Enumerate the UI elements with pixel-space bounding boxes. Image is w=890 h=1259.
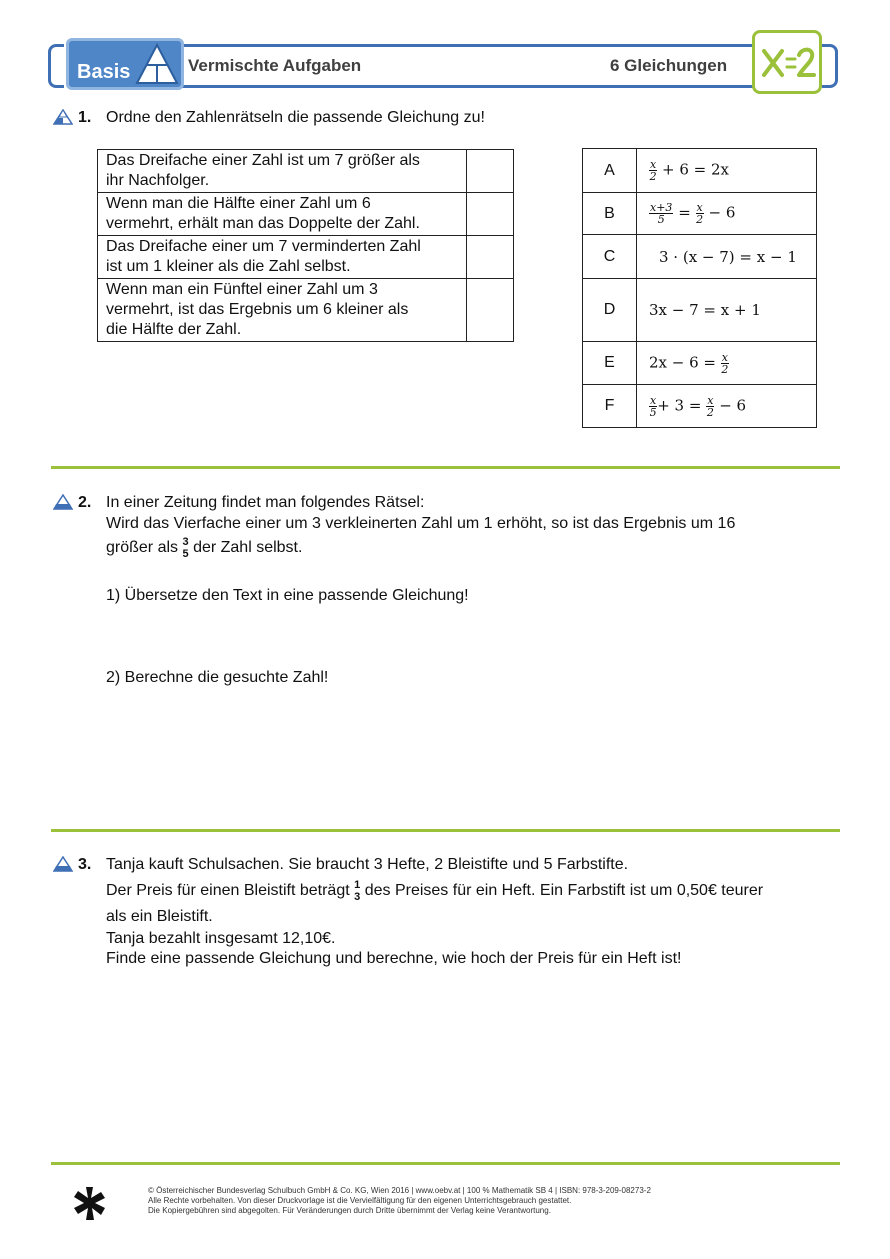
- equation-b: $\frac{x+3}{5}$ = $\frac{x}{2}$ − 6: [637, 193, 817, 235]
- equation-d: 3x − 7 = x + 1: [637, 279, 817, 342]
- task-3-line: Finde eine passende Gleichung und berechne, wie hoch der Preis für ein Heft ist!: [106, 950, 682, 967]
- task-2-line: Wird das Vierfache einer um 3 verkleinerten Zahl um 1 erhöht, so ist das Ergebnis um 16: [106, 515, 736, 532]
- equation-label: E: [583, 342, 637, 385]
- task-2-subtask-2: 2) Berechne die gesuchte Zahl!: [106, 669, 329, 686]
- pyramid-level-icon: [53, 494, 73, 510]
- footer-copyright: © Österreichischer Bundesverlag Schulbuch GmbH & Co. KG, Wien 2016 | www.oebv.at | 100 % Mathematik SB 4 | ISBN: 978-3-209-08273-2 Alle Rechte vorbehalten. Von dieser Druckvorlage ist die Vervielfältigung für den eigenen Unterrichtsgebrauch gestattet. Die Kopiergebühren sind abgegolten. Für Veränderungen durch Dritte übernimmt der Verlag keine Verantwortung.: [148, 1186, 651, 1215]
- section-divider: [51, 829, 840, 832]
- equation-c: 3 · (x − 7) = x − 1: [637, 235, 817, 279]
- task-1-number: 1.: [78, 109, 92, 126]
- equation-label: D: [583, 279, 637, 342]
- footer-divider: [51, 1162, 840, 1165]
- header-rule-top: [180, 44, 760, 47]
- fraction-3-5: 3 5: [182, 535, 189, 560]
- equation-label: F: [583, 385, 637, 428]
- chapter-title: 6 Gleichungen: [610, 56, 728, 75]
- equation-label: A: [583, 149, 637, 193]
- header-bracket-right: [822, 44, 838, 88]
- riddle-row: [98, 193, 514, 236]
- equations-table: [582, 148, 817, 428]
- answer-cell[interactable]: [467, 279, 514, 342]
- riddle-text: Wenn man die Hälfte einer Zahl um 6 vermehrt, erhält man das Doppelte der Zahl.: [98, 193, 467, 236]
- equation-f: $\frac{x}{5}$ + 3 = $\frac{x}{2}$ − 6: [637, 385, 817, 428]
- answer-cell[interactable]: [467, 236, 514, 279]
- publisher-logo-icon: [72, 1184, 110, 1222]
- x-equals-2-logo: [752, 30, 822, 94]
- pyramid-icon: [135, 43, 179, 85]
- answer-cell[interactable]: [467, 193, 514, 236]
- task-2-subtask-1: 1) Übersetze den Text in eine passende Gleichung!: [106, 587, 469, 604]
- equation-row-a: [583, 149, 817, 193]
- task-1-prompt: Ordne den Zahlenrätseln die passende Gleichung zu!: [106, 109, 485, 126]
- equation-row-d: [583, 279, 817, 342]
- level-badge: [66, 38, 184, 90]
- section-divider: [51, 466, 840, 469]
- equation-e: 2x − 6 = $\frac{x}{2}$: [637, 342, 817, 385]
- equation-row-e: [583, 342, 817, 385]
- task-3-line: Tanja kauft Schulsachen. Sie braucht 3 Hefte, 2 Bleistifte und 5 Farbstifte.: [106, 856, 629, 873]
- worksheet-title: Vermischte Aufgaben: [188, 56, 362, 75]
- riddle-text: Wenn man ein Fünftel einer Zahl um 3 vermehrt, ist das Ergebnis um 6 kleiner als die Hälfte der Zahl.: [98, 279, 467, 342]
- x-equals-2-icon: [758, 39, 818, 87]
- pyramid-level-icon: [53, 109, 73, 125]
- answer-cell[interactable]: [467, 150, 514, 193]
- task-3-line: Der Preis für einen Bleistift beträgt 1 3 des Preises für ein Heft. Ein Farbstift ist um 0,50€ teurer: [106, 878, 764, 903]
- riddle-text: Das Dreifache einer um 7 verminderten Zahl ist um 1 kleiner als die Zahl selbst.: [98, 236, 467, 279]
- equation-row-c: [583, 235, 817, 279]
- riddle-row: [98, 236, 514, 279]
- equation-row-f: [583, 385, 817, 428]
- task-2-line: größer als 3 5 der Zahl selbst.: [106, 535, 303, 560]
- equation-a: $\frac{x}{2}$ + 6 = 2x: [637, 149, 817, 193]
- equation-row-b: [583, 193, 817, 235]
- riddle-row: [98, 279, 514, 342]
- task-3-line: Tanja bezahlt insgesamt 12,10€.: [106, 930, 336, 947]
- fraction-1-3: 1 3: [354, 878, 361, 903]
- header-rule-bottom: [180, 85, 760, 88]
- riddle-row: [98, 150, 514, 193]
- task-2-number: 2.: [78, 494, 92, 511]
- equation-label: C: [583, 235, 637, 279]
- task-3-line: als ein Bleistift.: [106, 908, 213, 925]
- riddle-text: Das Dreifache einer Zahl ist um 7 größer als ihr Nachfolger.: [98, 150, 467, 193]
- header-bracket-left: [48, 44, 64, 88]
- pyramid-level-icon: [53, 856, 73, 872]
- level-badge-label: Basis: [77, 61, 131, 83]
- task-2-line: In einer Zeitung findet man folgendes Rätsel:: [106, 494, 425, 511]
- task-3-number: 3.: [78, 856, 92, 873]
- equation-label: B: [583, 193, 637, 235]
- riddles-table: [97, 149, 514, 342]
